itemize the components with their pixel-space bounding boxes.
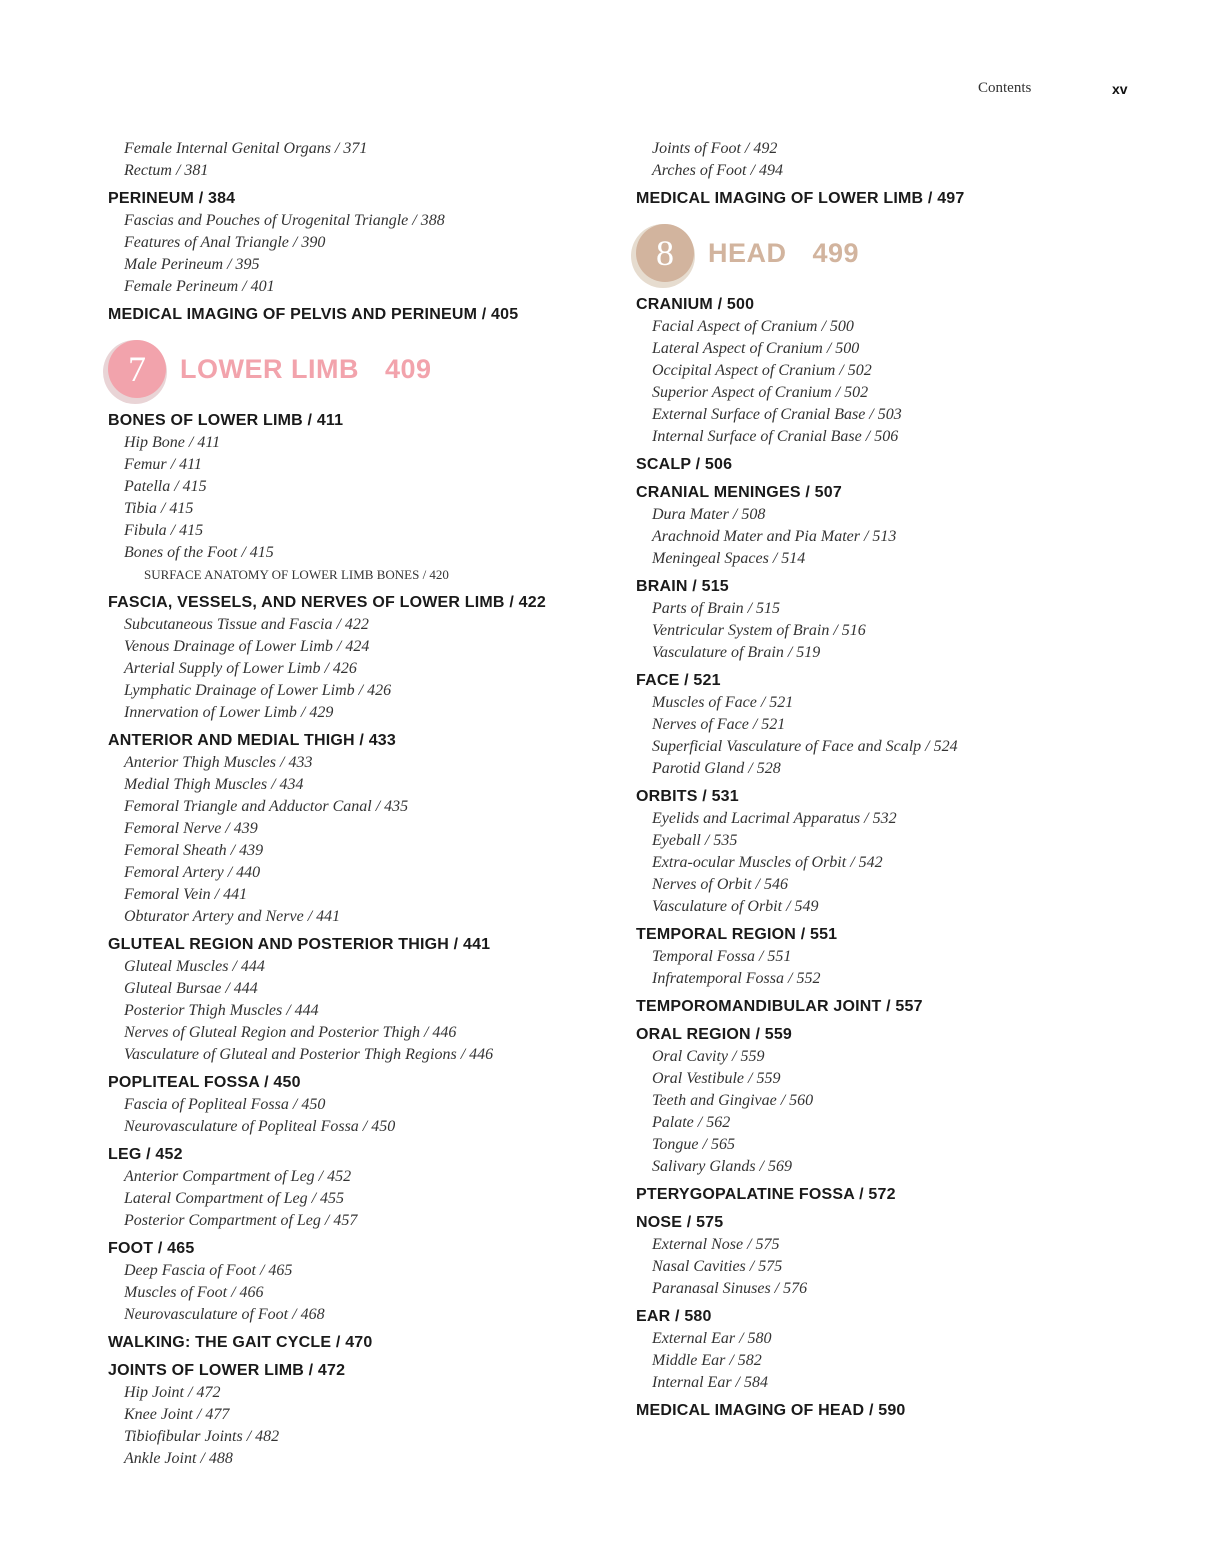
toc-section-leg-452: LEG / 452 — [108, 1146, 183, 1163]
toc-section-joints-of-lower-limb-472: JOINTS OF LOWER LIMB / 472 — [108, 1362, 346, 1379]
chapter-number-badge: 8 — [636, 224, 694, 282]
toc-entry-vasculature-of-gluteal-and-posterior-thigh-regions-446: Vasculature of Gluteal and Posterior Thigh Regions / 446 — [124, 1046, 494, 1063]
toc-entry-femur-411: Femur / 411 — [124, 456, 202, 473]
toc-entry-arterial-supply-of-lower-limb-426: Arterial Supply of Lower Limb / 426 — [124, 660, 357, 677]
toc-entry-oral-cavity-559: Oral Cavity / 559 — [652, 1048, 765, 1065]
toc-section-anterior-and-medial-thigh-433: ANTERIOR AND MEDIAL THIGH / 433 — [108, 732, 397, 749]
toc-entry-rectum-381: Rectum / 381 — [124, 162, 209, 179]
toc-entry-ventricular-system-of-brain-516: Ventricular System of Brain / 516 — [652, 622, 866, 639]
toc-section-gluteal-region-and-posterior-thigh-441: GLUTEAL REGION AND POSTERIOR THIGH / 441 — [108, 936, 491, 953]
toc-entry-anterior-thigh-muscles-433: Anterior Thigh Muscles / 433 — [124, 754, 313, 771]
toc-section-medical-imaging-of-lower-limb-497: MEDICAL IMAGING OF LOWER LIMB / 497 — [636, 190, 965, 207]
toc-section-popliteal-fossa-450: POPLITEAL FOSSA / 450 — [108, 1074, 301, 1091]
toc-entry-salivary-glands-569: Salivary Glands / 569 — [652, 1158, 792, 1175]
toc-entry-fibula-415: Fibula / 415 — [124, 522, 204, 539]
toc-entry-lateral-aspect-of-cranium-500: Lateral Aspect of Cranium / 500 — [652, 340, 860, 357]
toc-entry-fascias-and-pouches-of-urogenital-triangle-388: Fascias and Pouches of Urogenital Triangle / 388 — [124, 212, 445, 229]
toc-left-column — [108, 138, 628, 1470]
toc-entry-dura-mater-508: Dura Mater / 508 — [652, 506, 766, 523]
toc-section-cranial-meninges-507: CRANIAL MENINGES / 507 — [636, 484, 842, 501]
toc-entry-neurovasculature-of-foot-468: Neurovasculature of Foot / 468 — [124, 1306, 325, 1323]
toc-entry-teeth-and-gingivae-560: Teeth and Gingivae / 560 — [652, 1092, 814, 1109]
toc-entry-muscles-of-foot-466: Muscles of Foot / 466 — [124, 1284, 264, 1301]
toc-entry-hip-bone-411: Hip Bone / 411 — [124, 434, 221, 451]
toc-section-medical-imaging-of-head-590: MEDICAL IMAGING OF HEAD / 590 — [636, 1402, 906, 1419]
page-number: xv — [1112, 81, 1128, 97]
toc-entry-lateral-compartment-of-leg-455: Lateral Compartment of Leg / 455 — [124, 1190, 345, 1207]
toc-entry-tibiofibular-joints-482: Tibiofibular Joints / 482 — [124, 1428, 280, 1445]
toc-entry-male-perineum-395: Male Perineum / 395 — [124, 256, 260, 273]
toc-section-temporomandibular-joint-557: TEMPOROMANDIBULAR JOINT / 557 — [636, 998, 923, 1015]
running-header — [978, 80, 1128, 97]
toc-entry-posterior-compartment-of-leg-457: Posterior Compartment of Leg / 457 — [124, 1212, 358, 1229]
toc-entry-external-nose-575: External Nose / 575 — [652, 1236, 780, 1253]
toc-entry-neurovasculature-of-popliteal-fossa-450: Neurovasculature of Popliteal Fossa / 450 — [124, 1118, 396, 1135]
toc-section-scalp-506: SCALP / 506 — [636, 456, 733, 473]
toc-entry-gluteal-bursae-444: Gluteal Bursae / 444 — [124, 980, 258, 997]
toc-entry-arachnoid-mater-and-pia-mater-513: Arachnoid Mater and Pia Mater / 513 — [652, 528, 897, 545]
toc-entry-features-of-anal-triangle-390: Features of Anal Triangle / 390 — [124, 234, 326, 251]
toc-entry-middle-ear-582: Middle Ear / 582 — [652, 1352, 762, 1369]
toc-entry-muscles-of-face-521: Muscles of Face / 521 — [652, 694, 794, 711]
toc-entry-medial-thigh-muscles-434: Medial Thigh Muscles / 434 — [124, 776, 304, 793]
toc-entry-deep-fascia-of-foot-465: Deep Fascia of Foot / 465 — [124, 1262, 293, 1279]
toc-entry-oral-vestibule-559: Oral Vestibule / 559 — [652, 1070, 781, 1087]
toc-section-walking-the-gait-cycle-470: WALKING: THE GAIT CYCLE / 470 — [108, 1334, 373, 1351]
chapter-title-text: LOWER LIMB — [180, 354, 359, 384]
chapter-title — [708, 236, 859, 270]
chapter-heading-7 — [108, 340, 628, 398]
toc-subsubentry-surface-anatomy-of-lower-limb-bones-420: SURFACE ANATOMY OF LOWER LIMB BONES / 420 — [144, 567, 449, 582]
toc-entry-nerves-of-gluteal-region-and-posterior-thigh-446: Nerves of Gluteal Region and Posterior Thigh / 446 — [124, 1024, 457, 1041]
chapter-number-badge: 7 — [108, 340, 166, 398]
toc-right-column — [636, 138, 1156, 1422]
toc-entry-bones-of-the-foot-415: Bones of the Foot / 415 — [124, 544, 274, 561]
toc-section-bones-of-lower-limb-411: BONES OF LOWER LIMB / 411 — [108, 412, 344, 429]
toc-entry-external-surface-of-cranial-base-503: External Surface of Cranial Base / 503 — [652, 406, 902, 423]
toc-entry-paranasal-sinuses-576: Paranasal Sinuses / 576 — [652, 1280, 808, 1297]
toc-entry-facial-aspect-of-cranium-500: Facial Aspect of Cranium / 500 — [652, 318, 854, 335]
toc-section-oral-region-559: ORAL REGION / 559 — [636, 1026, 793, 1043]
toc-section-medical-imaging-of-pelvis-and-perineum-405: MEDICAL IMAGING OF PELVIS AND PERINEUM / 405 — [108, 306, 519, 323]
toc-entry-vasculature-of-orbit-549: Vasculature of Orbit / 549 — [652, 898, 819, 915]
toc-entry-external-ear-580: External Ear / 580 — [652, 1330, 772, 1347]
toc-section-fascia-vessels-and-nerves-of-lower-limb-422: FASCIA, VESSELS, AND NERVES OF LOWER LIMB / 422 — [108, 594, 546, 611]
toc-entry-femoral-triangle-and-adductor-canal-435: Femoral Triangle and Adductor Canal / 435 — [124, 798, 409, 815]
toc-entry-nasal-cavities-575: Nasal Cavities / 575 — [652, 1258, 783, 1275]
toc-entry-ankle-joint-488: Ankle Joint / 488 — [124, 1450, 233, 1467]
toc-section-cranium-500: CRANIUM / 500 — [636, 296, 755, 313]
chapter-title — [180, 352, 432, 386]
toc-entry-fascia-of-popliteal-fossa-450: Fascia of Popliteal Fossa / 450 — [124, 1096, 326, 1113]
toc-entry-eyeball-535: Eyeball / 535 — [652, 832, 738, 849]
toc-entry-innervation-of-lower-limb-429: Innervation of Lower Limb / 429 — [124, 704, 334, 721]
toc-entry-infratemporal-fossa-552: Infratemporal Fossa / 552 — [652, 970, 821, 987]
toc-entry-nerves-of-orbit-546: Nerves of Orbit / 546 — [652, 876, 788, 893]
toc-entry-joints-of-foot-492: Joints of Foot / 492 — [652, 140, 778, 157]
toc-entry-superficial-vasculature-of-face-and-scalp-524: Superficial Vasculature of Face and Scalp / 524 — [652, 738, 958, 755]
chapter-page: 499 — [812, 238, 860, 268]
toc-entry-parts-of-brain-515: Parts of Brain / 515 — [652, 600, 781, 617]
chapter-title-text: HEAD — [708, 238, 787, 268]
toc-entry-meningeal-spaces-514: Meningeal Spaces / 514 — [652, 550, 806, 567]
toc-entry-superior-aspect-of-cranium-502: Superior Aspect of Cranium / 502 — [652, 384, 869, 401]
toc-entry-internal-surface-of-cranial-base-506: Internal Surface of Cranial Base / 506 — [652, 428, 899, 445]
toc-entry-patella-415: Patella / 415 — [124, 478, 207, 495]
toc-entry-tibia-415: Tibia / 415 — [124, 500, 194, 517]
toc-entry-posterior-thigh-muscles-444: Posterior Thigh Muscles / 444 — [124, 1002, 319, 1019]
chapter-heading-8 — [636, 224, 1156, 282]
toc-entry-female-internal-genital-organs-371: Female Internal Genital Organs / 371 — [124, 140, 368, 157]
toc-section-orbits-531: ORBITS / 531 — [636, 788, 739, 805]
toc-entry-tongue-565: Tongue / 565 — [652, 1136, 735, 1153]
toc-section-foot-465: FOOT / 465 — [108, 1240, 195, 1257]
toc-entry-femoral-vein-441: Femoral Vein / 441 — [124, 886, 248, 903]
toc-entry-lymphatic-drainage-of-lower-limb-426: Lymphatic Drainage of Lower Limb / 426 — [124, 682, 392, 699]
toc-section-ear-580: EAR / 580 — [636, 1308, 712, 1325]
toc-section-temporal-region-551: TEMPORAL REGION / 551 — [636, 926, 838, 943]
chapter-page: 409 — [384, 354, 432, 384]
toc-section-face-521: FACE / 521 — [636, 672, 721, 689]
toc-entry-extra-ocular-muscles-of-orbit-542: Extra-ocular Muscles of Orbit / 542 — [652, 854, 883, 871]
toc-entry-hip-joint-472: Hip Joint / 472 — [124, 1384, 221, 1401]
toc-section-pterygopalatine-fossa-572: PTERYGOPALATINE FOSSA / 572 — [636, 1186, 896, 1203]
toc-entry-femoral-nerve-439: Femoral Nerve / 439 — [124, 820, 258, 837]
toc-entry-subcutaneous-tissue-and-fascia-422: Subcutaneous Tissue and Fascia / 422 — [124, 616, 369, 633]
toc-entry-temporal-fossa-551: Temporal Fossa / 551 — [652, 948, 792, 965]
toc-entry-palate-562: Palate / 562 — [652, 1114, 731, 1131]
toc-entry-obturator-artery-and-nerve-441: Obturator Artery and Nerve / 441 — [124, 908, 341, 925]
toc-entry-female-perineum-401: Female Perineum / 401 — [124, 278, 275, 295]
toc-section-perineum-384: PERINEUM / 384 — [108, 190, 236, 207]
toc-section-brain-515: BRAIN / 515 — [636, 578, 729, 595]
toc-section-nose-575: NOSE / 575 — [636, 1214, 724, 1231]
toc-entry-parotid-gland-528: Parotid Gland / 528 — [652, 760, 781, 777]
toc-entry-femoral-artery-440: Femoral Artery / 440 — [124, 864, 261, 881]
toc-entry-knee-joint-477: Knee Joint / 477 — [124, 1406, 230, 1423]
toc-entry-vasculature-of-brain-519: Vasculature of Brain / 519 — [652, 644, 821, 661]
toc-entry-eyelids-and-lacrimal-apparatus-532: Eyelids and Lacrimal Apparatus / 532 — [652, 810, 897, 827]
toc-entry-venous-drainage-of-lower-limb-424: Venous Drainage of Lower Limb / 424 — [124, 638, 370, 655]
toc-entry-femoral-sheath-439: Femoral Sheath / 439 — [124, 842, 264, 859]
toc-entry-nerves-of-face-521: Nerves of Face / 521 — [652, 716, 786, 733]
header-label: Contents — [978, 80, 1032, 96]
toc-entry-occipital-aspect-of-cranium-502: Occipital Aspect of Cranium / 502 — [652, 362, 872, 379]
toc-entry-internal-ear-584: Internal Ear / 584 — [652, 1374, 768, 1391]
toc-entry-gluteal-muscles-444: Gluteal Muscles / 444 — [124, 958, 265, 975]
toc-entry-anterior-compartment-of-leg-452: Anterior Compartment of Leg / 452 — [124, 1168, 352, 1185]
toc-entry-arches-of-foot-494: Arches of Foot / 494 — [652, 162, 783, 179]
